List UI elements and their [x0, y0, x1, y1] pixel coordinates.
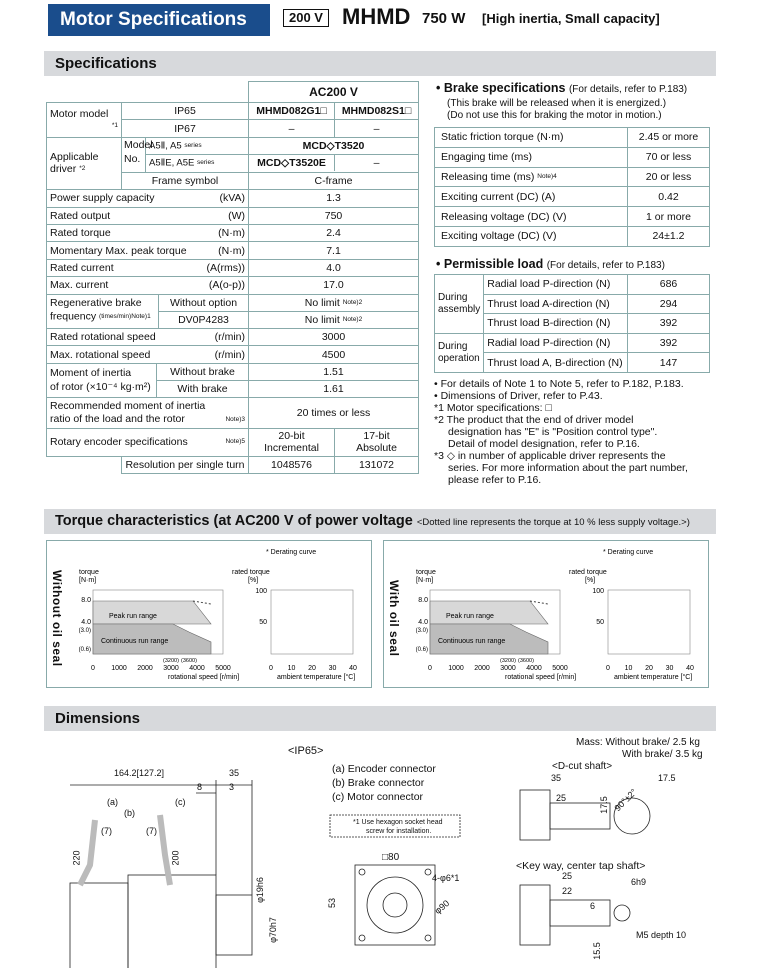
encoder-connector-label: (a) Encoder connector	[332, 763, 436, 775]
spec-row-value: 4.0	[249, 259, 419, 276]
dim-length: 164.2[127.2]	[114, 768, 165, 778]
rated-axis-title: rated torque	[569, 569, 607, 576]
dim-7a: (7)	[101, 826, 112, 836]
motor-flange	[216, 895, 252, 955]
brake-row	[435, 147, 710, 167]
dash: –	[335, 120, 419, 137]
tick-temp: 10	[624, 665, 633, 672]
motor-connector-label: (c) Motor connector	[332, 791, 424, 803]
torque-axis-title: torque	[79, 569, 99, 576]
rated-axis-title: rated torque	[232, 569, 270, 576]
tick-temp: 40	[686, 665, 694, 672]
spec-row-value: 7.1	[249, 242, 419, 259]
dcut-25: 25	[556, 793, 567, 803]
brake-row	[435, 207, 710, 227]
tick-temp: 20	[308, 665, 316, 672]
brake-label: Releasing voltage (DC) (V)	[435, 207, 628, 227]
spec-row-label: Rated current (A(rms))	[47, 259, 249, 276]
dim-7b: (7)	[146, 826, 157, 836]
dcut-angle: 90°±2°	[612, 786, 639, 814]
brake-value: 20 or less	[628, 167, 710, 187]
load-value: 392	[628, 314, 710, 334]
dim-sq80: □80	[382, 852, 400, 863]
peak-label: Peak run range	[446, 613, 494, 620]
torque-axis-unit: [N·m]	[416, 577, 434, 584]
dim-3: 3	[229, 782, 235, 792]
regen-label: Regenerative brake frequency (times/min)Note)1 Without option DV0P4283	[47, 294, 249, 328]
key-6: 6	[590, 901, 596, 911]
tick-3600: (3600)	[518, 658, 534, 664]
continuous-label: Continuous run range	[101, 638, 169, 645]
spec-row	[47, 346, 419, 363]
tick-y06: (0.6)	[78, 647, 91, 653]
brake-row	[435, 187, 710, 207]
tick-x: 1000	[111, 665, 127, 672]
brake-connector-label: (b) Brake connector	[332, 777, 425, 789]
footnote: *3 ◇ in number of applicable driver represents the	[434, 450, 666, 462]
brake-label: Static friction torque (N·m)	[435, 128, 628, 148]
ip67-label: IP67	[122, 120, 249, 137]
temperature-axis-box	[608, 590, 690, 654]
dim-8: 8	[197, 782, 203, 792]
applicable-driver-label: Applicable driver *2	[47, 137, 122, 189]
dim-35: 35	[229, 768, 240, 778]
brake-title: • Brake specifications (For details, refer to P.183)	[436, 81, 688, 95]
dim-phi70: φ70h7	[267, 917, 278, 943]
tick-temp: 40	[349, 665, 357, 672]
load-label: Thrust load A-direction (N)	[484, 294, 628, 314]
tick-x: 5000	[215, 665, 231, 672]
driver-values	[249, 137, 419, 172]
load-row	[435, 275, 710, 295]
tick-y8: 8.0	[81, 597, 91, 604]
footnote: Detail of model designation, refer to P.16.	[448, 438, 640, 450]
encoder-label: Rotary encoder specifications Note)5	[47, 428, 249, 456]
series-a5: A5Ⅱ, A5 series	[146, 138, 248, 156]
brake-row	[435, 226, 710, 246]
dim-53: 53	[327, 897, 338, 909]
load-label: Radial load P-direction (N)	[484, 333, 628, 353]
tick-x: 3000	[500, 665, 516, 672]
brake-value: 2.45 or more	[628, 128, 710, 148]
tick-temp: 30	[665, 665, 674, 672]
tick-x: 5000	[552, 665, 568, 672]
model-s1: MHMD082S1□	[335, 103, 419, 120]
brake-label: Exciting current (DC) (A)	[435, 187, 628, 207]
spec-table	[46, 81, 419, 474]
motor-model-label: Motor model *1	[47, 103, 122, 138]
motor-body-rear	[70, 883, 128, 968]
dcut-caption: <D-cut shaft>	[552, 761, 613, 772]
encoder-g1: 20-bit Incremental	[249, 428, 335, 456]
ip65-label: IP65	[122, 103, 249, 120]
load-table	[434, 274, 710, 373]
brake-row	[435, 128, 710, 148]
load-group-operation: During operation	[435, 333, 484, 372]
load-title: • Permissible load (For details, refer to P.183)	[436, 257, 665, 271]
label-b: (b)	[124, 808, 135, 818]
dash: –	[249, 120, 335, 137]
label-c: (c)	[175, 797, 186, 807]
tick-50: 50	[259, 619, 267, 626]
temperature-axis-box	[271, 590, 353, 654]
voltage-badge: 200 V	[283, 9, 329, 27]
series-a5e: A5ⅡE, A5E series	[149, 157, 215, 169]
tick-y3: (3.0)	[78, 628, 91, 634]
tick-100: 100	[255, 588, 267, 595]
torque-axis-unit: [N·m]	[79, 577, 97, 584]
dimensions-heading: Dimensions	[44, 706, 716, 731]
spec-row-label: Rated output (W)	[47, 207, 249, 224]
footnote: *1 Motor specifications: □	[434, 402, 552, 414]
driver-a5e: MCD◇T3520E	[249, 155, 335, 171]
torque-charts	[0, 540, 760, 690]
subtitle: [High inertia, Small capacity]	[482, 11, 660, 26]
inertia-values: 1.51 1.61	[249, 363, 419, 397]
dim-holes: 4-φ6*1	[432, 873, 460, 883]
label-a: (a)	[107, 797, 118, 807]
spec-row-label: Power supply capacity (kVA)	[47, 190, 249, 207]
brake-note: (This brake will be released when it is energized.) (Do not use this for braking the motor in motion.)	[447, 98, 667, 121]
spec-row-label: Momentary Max. peak torque (N·m)	[47, 242, 249, 259]
specifications-heading: Specifications	[44, 51, 716, 76]
key-m5: M5 depth 10	[636, 930, 687, 940]
spec-row-value: 2.4	[249, 224, 419, 241]
dim-200: 200	[170, 850, 181, 866]
motor-body	[128, 875, 216, 968]
temp-axis-label: ambient temperature [°C]	[614, 674, 693, 681]
rated-axis-unit: [%]	[585, 577, 596, 584]
tick-50: 50	[596, 619, 604, 626]
spec-row	[47, 224, 419, 241]
keyway-caption: <Key way, center tap shaft>	[516, 860, 646, 872]
brake-value: 1 or more	[628, 207, 710, 227]
spec-row-value: 4500	[249, 346, 419, 363]
load-label: Radial load P-direction (N)	[484, 275, 628, 295]
tick-temp: 20	[645, 665, 653, 672]
key-6h9: 6h9	[631, 877, 647, 887]
brake-row	[435, 167, 710, 187]
reduced-voltage-line	[530, 601, 548, 604]
speed-axis-label: rotational speed [r/min]	[505, 674, 577, 681]
driver-a5: MCD◇T3520	[249, 138, 418, 155]
load-value: 392	[628, 333, 710, 353]
brake-label: Releasing time (ms) Note)4	[435, 167, 628, 187]
tick-y3: (3.0)	[415, 628, 428, 634]
spec-row-label: Rated rotational speed (r/min)	[47, 328, 249, 345]
dim-phi90: φ90	[432, 898, 452, 916]
load-group-assembly: During assembly	[435, 275, 484, 334]
tick-x: 3000	[163, 665, 179, 672]
regen-values: No limit Note)2 No limit Note)2	[249, 294, 419, 328]
resolution-label: Resolution per single turn	[122, 456, 249, 473]
hex-note-1: *1 Use hexagon socket head	[353, 819, 443, 826]
brake-table	[434, 127, 710, 247]
frame-symbol-label: Frame symbol	[122, 172, 249, 189]
spec-row-value: 17.0	[249, 277, 419, 294]
tick-temp: 0	[269, 665, 273, 672]
dim-phi19: φ19h6	[254, 877, 265, 903]
tick-temp: 0	[606, 665, 610, 672]
load-value: 686	[628, 275, 710, 295]
spec-row	[47, 190, 419, 207]
mass-without-brake: Mass: Without brake/ 2.5 kg	[576, 737, 700, 748]
model-no-label: Model No.	[122, 138, 146, 172]
tick-x0: 0	[428, 665, 432, 672]
mass-with-brake: With brake/ 3.5 kg	[622, 749, 703, 760]
spec-row	[47, 328, 419, 345]
tick-y4: 4.0	[81, 619, 91, 626]
brake-value: 24±1.2	[628, 226, 710, 246]
tick-temp: 30	[328, 665, 337, 672]
page-title: Motor Specifications	[48, 4, 270, 36]
tick-x: 2000	[137, 665, 153, 672]
load-row	[435, 333, 710, 353]
footnotes	[434, 378, 714, 486]
model-g1: MHMD082G1□	[249, 103, 335, 120]
footnote: please refer to P.16.	[448, 474, 542, 486]
dash: –	[373, 157, 380, 170]
ip65-caption: <IP65>	[288, 745, 324, 757]
torque-axis-title: torque	[416, 569, 436, 576]
dcut-17-5b: 17.5	[598, 796, 609, 814]
dcut-35: 35	[551, 773, 562, 783]
encoder-s1: 17-bit Absolute	[335, 428, 419, 456]
spec-row-value: 1.3	[249, 190, 419, 207]
reduced-voltage-line	[193, 601, 211, 604]
tick-3600: (3600)	[181, 658, 197, 664]
tick-x: 2000	[474, 665, 490, 672]
spec-row-label: Max. current (A(o-p))	[47, 277, 249, 294]
derating-label: * Derating curve	[266, 549, 317, 556]
peak-label: Peak run range	[109, 613, 157, 620]
brake-label: Engaging time (ms)	[435, 147, 628, 167]
footnote: *2 The product that the end of driver model	[434, 414, 634, 426]
tick-x: 4000	[526, 665, 542, 672]
load-value: 294	[628, 294, 710, 314]
spec-row	[47, 242, 419, 259]
key-25: 25	[562, 871, 573, 881]
tick-y8: 8.0	[418, 597, 428, 604]
without-oil-seal-label: Without oil seal	[50, 570, 64, 667]
load-value: 147	[628, 353, 710, 373]
footnote: • Dimensions of Driver, refer to P.43.	[434, 390, 603, 402]
tick-temp: 10	[287, 665, 296, 672]
tick-y06: (0.6)	[415, 647, 428, 653]
tick-x: 1000	[448, 665, 464, 672]
load-label: Thrust load A, B-direction (N)	[484, 353, 628, 373]
inertia-label: Moment of inertia of rotor (×10⁻⁴ kg·m²) Without brake With brake	[47, 363, 249, 397]
tick-100: 100	[592, 588, 604, 595]
torque-heading: Torque characteristics (at AC200 V of power voltage <Dotted line represents the torque at 10 % less supply voltage.>)	[44, 509, 716, 534]
tick-y4: 4.0	[418, 619, 428, 626]
spec-row-label: Rated torque (N·m)	[47, 224, 249, 241]
with-oil-seal-label: With oil seal	[387, 580, 401, 657]
continuous-label: Continuous run range	[438, 638, 506, 645]
spec-row-label: Max. rotational speed (r/min)	[47, 346, 249, 363]
temp-axis-label: ambient temperature [°C]	[277, 674, 356, 681]
resolution-g1: 1048576	[249, 456, 335, 473]
recommended-ratio: 20 times or less	[249, 397, 419, 428]
tick-3200: (3200)	[500, 658, 516, 664]
resolution-s1: 131072	[335, 456, 419, 473]
dim-220: 220	[71, 850, 82, 866]
key-22: 22	[562, 886, 573, 896]
supply-header: AC200 V	[249, 82, 419, 103]
tick-x0: 0	[91, 665, 95, 672]
derating-label: * Derating curve	[603, 549, 654, 556]
brake-value: 0.42	[628, 187, 710, 207]
footnote: • For details of Note 1 to Note 5, refer to P.182, P.183.	[434, 378, 684, 390]
speed-axis-label: rotational speed [r/min]	[168, 674, 240, 681]
frame-symbol: C-frame	[249, 172, 419, 189]
recommended-ratio-label: Recommended moment of inertia ratio of the load and the rotor Note)3	[47, 397, 249, 428]
rated-axis-unit: [%]	[248, 577, 259, 584]
wattage: 750 W	[422, 10, 466, 27]
footnote: series. For more information about the part number,	[448, 462, 688, 474]
brake-value: 70 or less	[628, 147, 710, 167]
spec-row	[47, 207, 419, 224]
model-name: MHMD	[342, 4, 411, 29]
tick-x: 4000	[189, 665, 205, 672]
tick-3200: (3200)	[163, 658, 179, 664]
spec-row-value: 750	[249, 207, 419, 224]
hex-note-2: screw for installation.	[366, 828, 432, 835]
spec-row	[47, 277, 419, 294]
key-15-5: 15.5	[591, 942, 602, 960]
load-label: Thrust load B-direction (N)	[484, 314, 628, 334]
driver-model-cell	[122, 137, 249, 172]
brake-label: Exciting voltage (DC) (V)	[435, 226, 628, 246]
spec-row	[47, 259, 419, 276]
spec-row-value: 3000	[249, 328, 419, 345]
footnote: designation has "E" is "Position control type".	[448, 426, 658, 438]
dcut-17-5: 17.5	[658, 773, 676, 783]
